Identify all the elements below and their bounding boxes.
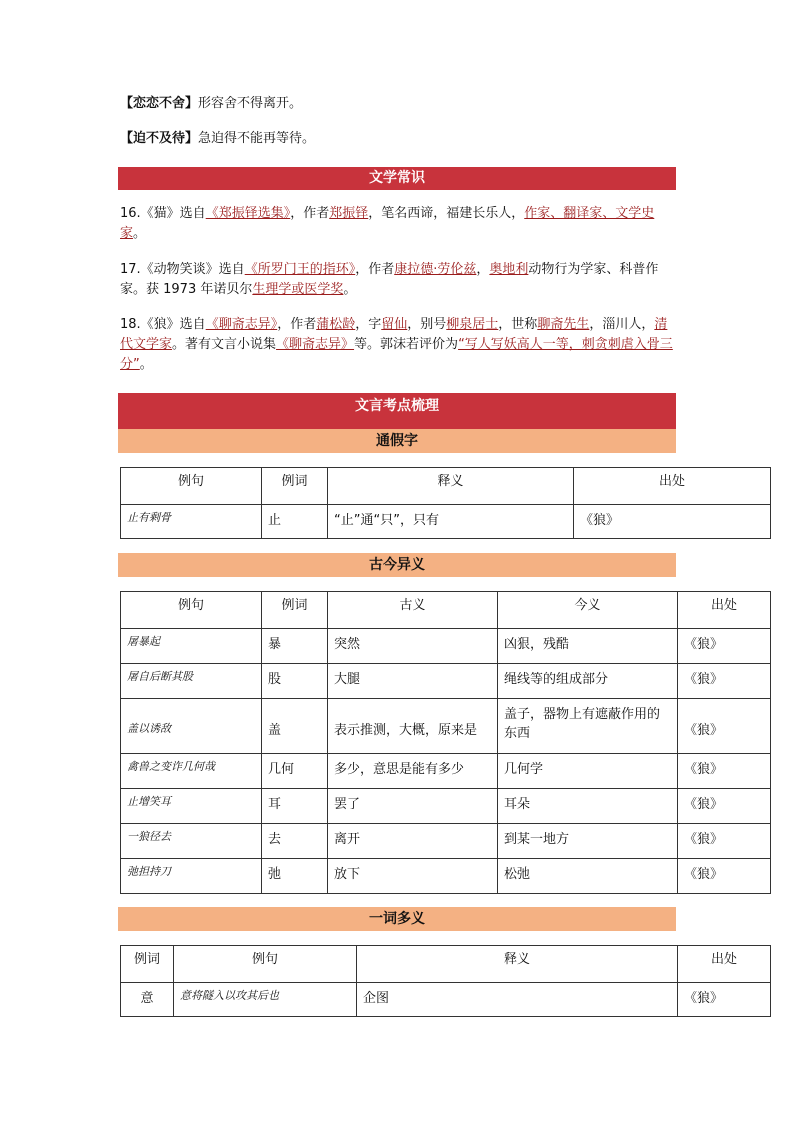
column-header: 出处 (678, 592, 771, 629)
term-word: 【恋恋不舍】 (120, 96, 199, 111)
example-sentence: 弛担持刀 (121, 859, 262, 894)
text: 18.《狼》选自 (120, 317, 206, 332)
lit-paragraph-16 (120, 204, 676, 244)
text: ， (476, 262, 490, 277)
column-header: 释义 (357, 946, 678, 983)
keyword: 作家、翻译家、文学史家 (120, 206, 655, 241)
subsection-header-yici: 一词多义 (118, 907, 676, 931)
text: ，世称 (498, 317, 538, 332)
text: 。著有文言小说集 (172, 337, 277, 352)
text: 17.《动物笑谈》选自 (120, 262, 245, 277)
text: 。 (139, 357, 153, 372)
modern-meaning: 凶狠，残酷 (498, 629, 678, 664)
example-word: 去 (262, 824, 328, 859)
ancient-meaning: 放下 (328, 859, 498, 894)
text: ，笔名西谛，福建长乐人， (368, 206, 525, 221)
text: 。 (133, 226, 147, 241)
example-word: 弛 (262, 859, 328, 894)
column-header: 古义 (328, 592, 498, 629)
column-header: 今义 (498, 592, 678, 629)
example-sentence: 一狼径去 (121, 824, 262, 859)
meaning: 企图 (357, 983, 678, 1017)
yici-table (120, 945, 771, 1017)
meaning: “止”通“只”，只有 (328, 505, 574, 539)
example-word: 耳 (262, 789, 328, 824)
ancient-meaning: 突然 (328, 629, 498, 664)
term-definition: 急迫得不能再等待。 (198, 131, 316, 146)
column-header: 例词 (262, 592, 328, 629)
keyword: 生理学或医学奖 (252, 282, 344, 297)
term-definition: 形容舍不得离开。 (198, 96, 303, 111)
keyword: 蒲松龄 (316, 317, 356, 332)
source: 《狼》 (678, 859, 771, 894)
source: 《狼》 (678, 754, 771, 789)
modern-meaning: 盖子，器物上有遮蔽作用的东西 (498, 699, 678, 754)
section-header-wenyan: 文言考点梳理 (118, 393, 676, 429)
lit-paragraph-17 (120, 260, 676, 300)
table-row (121, 505, 771, 539)
term-line (120, 129, 315, 149)
ancient-meaning: 表示推测，大概，原来是 (328, 699, 498, 754)
column-header: 例句 (121, 468, 262, 505)
example-sentence: 止增笑耳 (121, 789, 262, 824)
table-row (121, 699, 771, 754)
example-word: 止 (262, 505, 328, 539)
term-word: 【迫不及待】 (120, 131, 199, 146)
table-row (121, 789, 771, 824)
text: ，作者 (290, 206, 330, 221)
example-word: 盖 (262, 699, 328, 754)
source: 《狼》 (678, 824, 771, 859)
lit-paragraph-18 (120, 315, 676, 375)
table-row (121, 629, 771, 664)
source: 《狼》 (678, 699, 771, 754)
term-line (120, 94, 302, 114)
table-row (121, 664, 771, 699)
keyword: 《郑振铎选集》 (205, 206, 291, 221)
column-header: 出处 (574, 468, 771, 505)
source: 《狼》 (678, 664, 771, 699)
tongjia-table (120, 467, 771, 539)
text: ，作者 (355, 262, 395, 277)
subsection-header-gujin: 古今异义 (118, 553, 676, 577)
keyword: 留仙 (381, 317, 408, 332)
keyword: 奥地利 (489, 262, 529, 277)
keyword: 柳泉居士 (446, 317, 499, 332)
section-header-literature: 文学常识 (118, 167, 676, 190)
example-sentence: 禽兽之变诈几何哉 (121, 754, 262, 789)
example-sentence: 盖以诱敌 (121, 699, 262, 754)
example-word: 暴 (262, 629, 328, 664)
column-header: 出处 (678, 946, 771, 983)
text: 等。郭沫若评价为 (354, 337, 459, 352)
gujin-table (120, 591, 771, 894)
column-header: 例句 (174, 946, 357, 983)
keyword: 《聊斋志异》 (276, 337, 355, 352)
example-word: 几何 (262, 754, 328, 789)
keyword: “写人写妖高人一等，刺贪刺虐入骨三分” (120, 337, 673, 372)
example-word: 意 (121, 983, 174, 1017)
subsection-header-tongjia: 通假字 (118, 429, 676, 453)
keyword: 康拉德·劳伦兹 (394, 262, 477, 277)
modern-meaning: 绳线等的组成部分 (498, 664, 678, 699)
text: ，别号 (407, 317, 447, 332)
table-row (121, 824, 771, 859)
ancient-meaning: 离开 (328, 824, 498, 859)
column-header: 例句 (121, 592, 262, 629)
table-row (121, 983, 771, 1017)
text: ，作者 (277, 317, 317, 332)
text: ，字 (355, 317, 382, 332)
source: 《狼》 (678, 629, 771, 664)
example-sentence: 止有剩骨 (121, 505, 262, 539)
source: 《狼》 (678, 789, 771, 824)
keyword: 清代文学家 (120, 317, 668, 352)
keyword: 郑振铎 (329, 206, 369, 221)
example-sentence: 意将隧入以攻其后也 (174, 983, 357, 1017)
modern-meaning: 几何学 (498, 754, 678, 789)
table-row (121, 859, 771, 894)
modern-meaning: 耳朵 (498, 789, 678, 824)
modern-meaning: 松弛 (498, 859, 678, 894)
column-header: 例词 (262, 468, 328, 505)
text: 。 (343, 282, 357, 297)
source: 《狼》 (678, 983, 771, 1017)
column-header: 释义 (328, 468, 574, 505)
keyword: 《所罗门王的指环》 (244, 262, 356, 277)
example-sentence: 屠自后断其股 (121, 664, 262, 699)
example-sentence: 屠暴起 (121, 629, 262, 664)
table-header-row (121, 946, 771, 983)
text: 动物行为学家、科普作家。获 1973 年诺贝尔 (120, 262, 659, 297)
text: ，淄川人， (589, 317, 655, 332)
source: 《狼》 (574, 505, 771, 539)
table-header-row (121, 468, 771, 505)
text: 16.《猫》选自 (120, 206, 206, 221)
table-row (121, 754, 771, 789)
keyword: 聊斋先生 (537, 317, 590, 332)
ancient-meaning: 大腿 (328, 664, 498, 699)
column-header: 例词 (121, 946, 174, 983)
keyword: 《聊斋志异》 (205, 317, 278, 332)
ancient-meaning: 罢了 (328, 789, 498, 824)
example-word: 股 (262, 664, 328, 699)
ancient-meaning: 多少，意思是能有多少 (328, 754, 498, 789)
table-header-row (121, 592, 771, 629)
modern-meaning: 到某一地方 (498, 824, 678, 859)
